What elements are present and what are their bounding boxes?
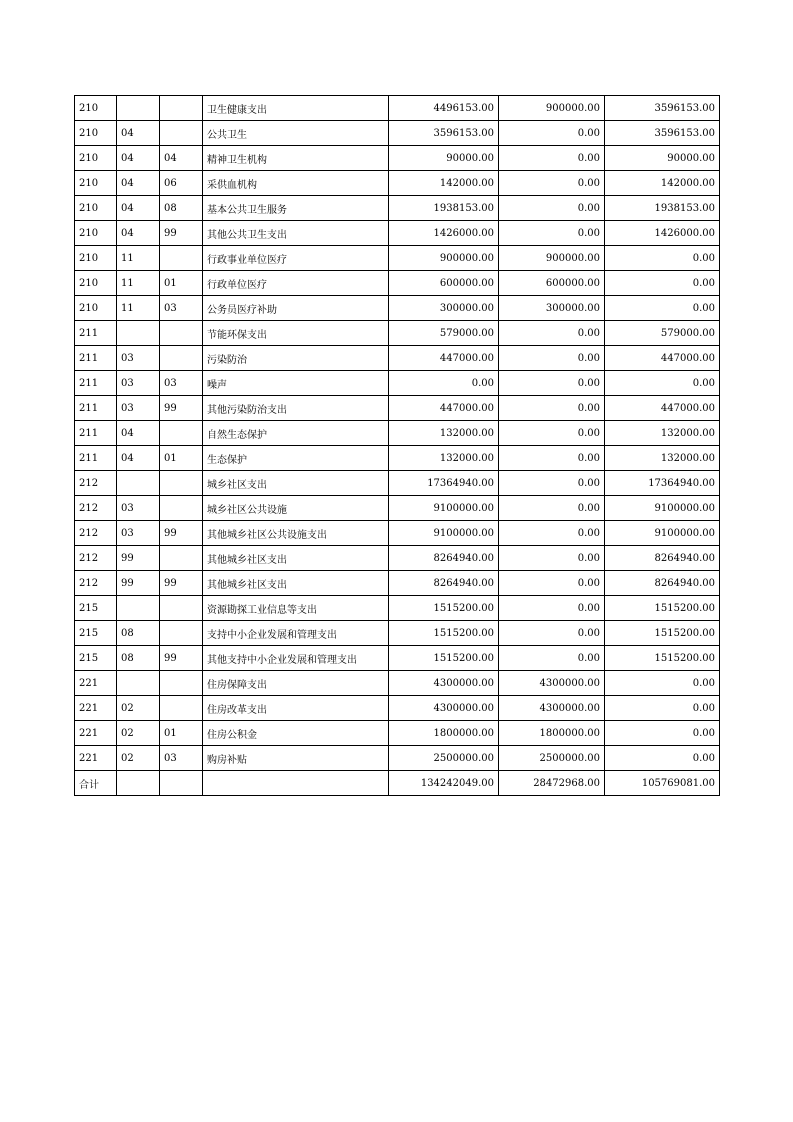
section-code-cell: 08 <box>117 621 160 646</box>
subject-name-cell: 噪声 <box>203 371 389 396</box>
subject-name-cell: 卫生健康支出 <box>203 96 389 121</box>
item-code-cell: 03 <box>160 371 203 396</box>
total-amount-cell: 8264940.00 <box>389 571 499 596</box>
total-amount-cell: 1800000.00 <box>389 721 499 746</box>
project-expenditure-cell: 0.00 <box>605 746 720 771</box>
section-code-cell: 03 <box>117 396 160 421</box>
basic-expenditure-cell: 0.00 <box>499 396 605 421</box>
item-code-cell: 08 <box>160 196 203 221</box>
class-code-cell: 210 <box>75 121 117 146</box>
item-code-cell: 99 <box>160 521 203 546</box>
total-amount-cell: 3596153.00 <box>389 121 499 146</box>
project-expenditure-cell: 0.00 <box>605 296 720 321</box>
basic-expenditure-cell: 300000.00 <box>499 296 605 321</box>
section-code-cell: 04 <box>117 446 160 471</box>
table-row <box>75 296 720 321</box>
item-code-cell: 04 <box>160 146 203 171</box>
section-code-cell: 03 <box>117 496 160 521</box>
project-expenditure-cell: 1426000.00 <box>605 221 720 246</box>
item-code-cell <box>160 96 203 121</box>
basic-expenditure-cell: 0.00 <box>499 171 605 196</box>
class-code-cell: 212 <box>75 521 117 546</box>
class-code-cell: 210 <box>75 171 117 196</box>
table-row <box>75 621 720 646</box>
project-expenditure-cell: 1938153.00 <box>605 196 720 221</box>
project-expenditure-cell: 447000.00 <box>605 346 720 371</box>
item-code-cell: 01 <box>160 446 203 471</box>
item-code-cell <box>160 346 203 371</box>
section-code-cell: 03 <box>117 521 160 546</box>
table-row <box>75 521 720 546</box>
table-row <box>75 346 720 371</box>
table-row <box>75 571 720 596</box>
class-code-cell: 211 <box>75 446 117 471</box>
class-code-cell: 合计 <box>75 771 117 796</box>
class-code-cell: 210 <box>75 246 117 271</box>
project-expenditure-cell: 142000.00 <box>605 171 720 196</box>
class-code-cell: 211 <box>75 321 117 346</box>
total-amount-cell: 1426000.00 <box>389 221 499 246</box>
basic-expenditure-cell: 0.00 <box>499 571 605 596</box>
section-code-cell: 99 <box>117 546 160 571</box>
subject-name-cell: 行政单位医疗 <box>203 271 389 296</box>
basic-expenditure-cell: 0.00 <box>499 521 605 546</box>
project-expenditure-cell: 8264940.00 <box>605 571 720 596</box>
section-code-cell <box>117 321 160 346</box>
section-code-cell: 04 <box>117 421 160 446</box>
section-code-cell <box>117 96 160 121</box>
basic-expenditure-cell: 600000.00 <box>499 271 605 296</box>
section-code-cell <box>117 671 160 696</box>
basic-expenditure-cell: 0.00 <box>499 371 605 396</box>
basic-expenditure-cell: 900000.00 <box>499 246 605 271</box>
item-code-cell: 06 <box>160 171 203 196</box>
class-code-cell: 215 <box>75 646 117 671</box>
subject-name-cell: 采供血机构 <box>203 171 389 196</box>
table-row <box>75 96 720 121</box>
table-row <box>75 446 720 471</box>
table-row <box>75 171 720 196</box>
project-expenditure-cell: 0.00 <box>605 671 720 696</box>
total-amount-cell: 2500000.00 <box>389 746 499 771</box>
table-row <box>75 221 720 246</box>
total-amount-cell: 447000.00 <box>389 346 499 371</box>
subject-name-cell: 住房保障支出 <box>203 671 389 696</box>
section-code-cell: 11 <box>117 246 160 271</box>
total-amount-cell: 4300000.00 <box>389 671 499 696</box>
item-code-cell <box>160 671 203 696</box>
table-row <box>75 371 720 396</box>
table-row <box>75 696 720 721</box>
total-amount-cell: 1515200.00 <box>389 646 499 671</box>
project-expenditure-cell: 0.00 <box>605 371 720 396</box>
total-amount-cell: 134242049.00 <box>389 771 499 796</box>
basic-expenditure-cell: 0.00 <box>499 471 605 496</box>
total-amount-cell: 600000.00 <box>389 271 499 296</box>
project-expenditure-cell: 0.00 <box>605 721 720 746</box>
subject-name-cell: 行政事业单位医疗 <box>203 246 389 271</box>
section-code-cell: 04 <box>117 146 160 171</box>
project-expenditure-cell: 105769081.00 <box>605 771 720 796</box>
table-row <box>75 121 720 146</box>
class-code-cell: 211 <box>75 421 117 446</box>
section-code-cell: 04 <box>117 121 160 146</box>
class-code-cell: 211 <box>75 346 117 371</box>
subject-name-cell: 其他城乡社区公共设施支出 <box>203 521 389 546</box>
subject-name-cell: 公共卫生 <box>203 121 389 146</box>
subject-name-cell: 其他城乡社区支出 <box>203 571 389 596</box>
subject-name-cell: 污染防治 <box>203 346 389 371</box>
class-code-cell: 211 <box>75 371 117 396</box>
project-expenditure-cell: 1515200.00 <box>605 596 720 621</box>
basic-expenditure-cell: 0.00 <box>499 146 605 171</box>
total-amount-cell: 17364940.00 <box>389 471 499 496</box>
class-code-cell: 221 <box>75 746 117 771</box>
basic-expenditure-cell: 4300000.00 <box>499 696 605 721</box>
table-row <box>75 546 720 571</box>
table-row <box>75 746 720 771</box>
class-code-cell: 210 <box>75 271 117 296</box>
basic-expenditure-cell: 0.00 <box>499 596 605 621</box>
table-row <box>75 246 720 271</box>
basic-expenditure-cell: 4300000.00 <box>499 671 605 696</box>
total-amount-cell: 90000.00 <box>389 146 499 171</box>
section-code-cell: 04 <box>117 196 160 221</box>
class-code-cell: 215 <box>75 621 117 646</box>
section-code-cell: 02 <box>117 721 160 746</box>
class-code-cell: 210 <box>75 146 117 171</box>
project-expenditure-cell: 0.00 <box>605 271 720 296</box>
total-amount-cell: 1515200.00 <box>389 596 499 621</box>
item-code-cell: 99 <box>160 396 203 421</box>
project-expenditure-cell: 3596153.00 <box>605 96 720 121</box>
basic-expenditure-cell: 0.00 <box>499 421 605 446</box>
basic-expenditure-cell: 1800000.00 <box>499 721 605 746</box>
subject-name-cell: 其他城乡社区支出 <box>203 546 389 571</box>
project-expenditure-cell: 8264940.00 <box>605 546 720 571</box>
subject-name-cell: 公务员医疗补助 <box>203 296 389 321</box>
class-code-cell: 212 <box>75 546 117 571</box>
item-code-cell: 03 <box>160 296 203 321</box>
total-amount-cell: 9100000.00 <box>389 496 499 521</box>
subject-name-cell: 自然生态保护 <box>203 421 389 446</box>
class-code-cell: 212 <box>75 471 117 496</box>
basic-expenditure-cell: 0.00 <box>499 221 605 246</box>
basic-expenditure-cell: 0.00 <box>499 196 605 221</box>
subject-name-cell: 基本公共卫生服务 <box>203 196 389 221</box>
basic-expenditure-cell: 0.00 <box>499 646 605 671</box>
total-amount-cell: 1515200.00 <box>389 621 499 646</box>
table-row <box>75 671 720 696</box>
project-expenditure-cell: 0.00 <box>605 696 720 721</box>
item-code-cell: 01 <box>160 721 203 746</box>
class-code-cell: 210 <box>75 96 117 121</box>
section-code-cell: 03 <box>117 371 160 396</box>
total-amount-cell: 142000.00 <box>389 171 499 196</box>
item-code-cell <box>160 771 203 796</box>
class-code-cell: 221 <box>75 671 117 696</box>
project-expenditure-cell: 447000.00 <box>605 396 720 421</box>
item-code-cell: 01 <box>160 271 203 296</box>
class-code-cell: 221 <box>75 721 117 746</box>
item-code-cell: 99 <box>160 646 203 671</box>
total-amount-cell: 1938153.00 <box>389 196 499 221</box>
subject-name-cell: 城乡社区公共设施 <box>203 496 389 521</box>
basic-expenditure-cell: 0.00 <box>499 346 605 371</box>
subject-name-cell: 住房公积金 <box>203 721 389 746</box>
subject-name-cell: 其他污染防治支出 <box>203 396 389 421</box>
table-row <box>75 146 720 171</box>
subject-name-cell: 精神卫生机构 <box>203 146 389 171</box>
table-row <box>75 421 720 446</box>
project-expenditure-cell: 0.00 <box>605 246 720 271</box>
section-code-cell: 08 <box>117 646 160 671</box>
subject-name-cell: 城乡社区支出 <box>203 471 389 496</box>
budget-table-body <box>75 96 720 796</box>
project-expenditure-cell: 579000.00 <box>605 321 720 346</box>
class-code-cell: 212 <box>75 571 117 596</box>
project-expenditure-cell: 17364940.00 <box>605 471 720 496</box>
subject-name-cell: 购房补贴 <box>203 746 389 771</box>
total-amount-cell: 900000.00 <box>389 246 499 271</box>
table-row <box>75 721 720 746</box>
total-amount-cell: 447000.00 <box>389 396 499 421</box>
item-code-cell <box>160 546 203 571</box>
table-row <box>75 496 720 521</box>
item-code-cell <box>160 121 203 146</box>
table-row <box>75 471 720 496</box>
basic-expenditure-cell: 900000.00 <box>499 96 605 121</box>
project-expenditure-cell: 9100000.00 <box>605 521 720 546</box>
item-code-cell <box>160 421 203 446</box>
total-amount-cell: 8264940.00 <box>389 546 499 571</box>
subject-name-cell: 住房改革支出 <box>203 696 389 721</box>
table-row <box>75 196 720 221</box>
budget-table <box>74 95 720 796</box>
section-code-cell: 03 <box>117 346 160 371</box>
item-code-cell <box>160 321 203 346</box>
item-code-cell <box>160 496 203 521</box>
basic-expenditure-cell: 0.00 <box>499 621 605 646</box>
item-code-cell <box>160 246 203 271</box>
item-code-cell: 03 <box>160 746 203 771</box>
total-amount-cell: 579000.00 <box>389 321 499 346</box>
project-expenditure-cell: 90000.00 <box>605 146 720 171</box>
table-row <box>75 596 720 621</box>
section-code-cell: 99 <box>117 571 160 596</box>
table-row <box>75 646 720 671</box>
subject-name-cell: 节能环保支出 <box>203 321 389 346</box>
total-amount-cell: 0.00 <box>389 371 499 396</box>
total-amount-cell: 4496153.00 <box>389 96 499 121</box>
class-code-cell: 215 <box>75 596 117 621</box>
total-amount-cell: 9100000.00 <box>389 521 499 546</box>
item-code-cell <box>160 621 203 646</box>
basic-expenditure-cell: 0.00 <box>499 496 605 521</box>
class-code-cell: 212 <box>75 496 117 521</box>
class-code-cell: 210 <box>75 196 117 221</box>
subject-name-cell: 支持中小企业发展和管理支出 <box>203 621 389 646</box>
total-amount-cell: 132000.00 <box>389 446 499 471</box>
total-amount-cell: 300000.00 <box>389 296 499 321</box>
project-expenditure-cell: 1515200.00 <box>605 646 720 671</box>
section-code-cell: 04 <box>117 171 160 196</box>
subject-name-cell: 其他公共卫生支出 <box>203 221 389 246</box>
section-code-cell: 11 <box>117 271 160 296</box>
section-code-cell <box>117 471 160 496</box>
class-code-cell: 221 <box>75 696 117 721</box>
basic-expenditure-cell: 0.00 <box>499 121 605 146</box>
basic-expenditure-cell: 0.00 <box>499 546 605 571</box>
item-code-cell <box>160 471 203 496</box>
project-expenditure-cell: 1515200.00 <box>605 621 720 646</box>
basic-expenditure-cell: 28472968.00 <box>499 771 605 796</box>
class-code-cell: 210 <box>75 296 117 321</box>
class-code-cell: 210 <box>75 221 117 246</box>
item-code-cell <box>160 696 203 721</box>
basic-expenditure-cell: 0.00 <box>499 321 605 346</box>
item-code-cell: 99 <box>160 571 203 596</box>
table-row <box>75 771 720 796</box>
section-code-cell: 02 <box>117 696 160 721</box>
basic-expenditure-cell: 2500000.00 <box>499 746 605 771</box>
total-amount-cell: 4300000.00 <box>389 696 499 721</box>
table-row <box>75 271 720 296</box>
subject-name-cell: 其他支持中小企业发展和管理支出 <box>203 646 389 671</box>
total-amount-cell: 132000.00 <box>389 421 499 446</box>
item-code-cell <box>160 596 203 621</box>
project-expenditure-cell: 132000.00 <box>605 421 720 446</box>
section-code-cell <box>117 771 160 796</box>
table-row <box>75 396 720 421</box>
item-code-cell: 99 <box>160 221 203 246</box>
project-expenditure-cell: 132000.00 <box>605 446 720 471</box>
subject-name-cell: 资源勘探工业信息等支出 <box>203 596 389 621</box>
section-code-cell <box>117 596 160 621</box>
section-code-cell: 02 <box>117 746 160 771</box>
project-expenditure-cell: 3596153.00 <box>605 121 720 146</box>
basic-expenditure-cell: 0.00 <box>499 446 605 471</box>
section-code-cell: 04 <box>117 221 160 246</box>
table-row <box>75 321 720 346</box>
subject-name-cell: 生态保护 <box>203 446 389 471</box>
subject-name-cell <box>203 771 389 796</box>
class-code-cell: 211 <box>75 396 117 421</box>
project-expenditure-cell: 9100000.00 <box>605 496 720 521</box>
section-code-cell: 11 <box>117 296 160 321</box>
